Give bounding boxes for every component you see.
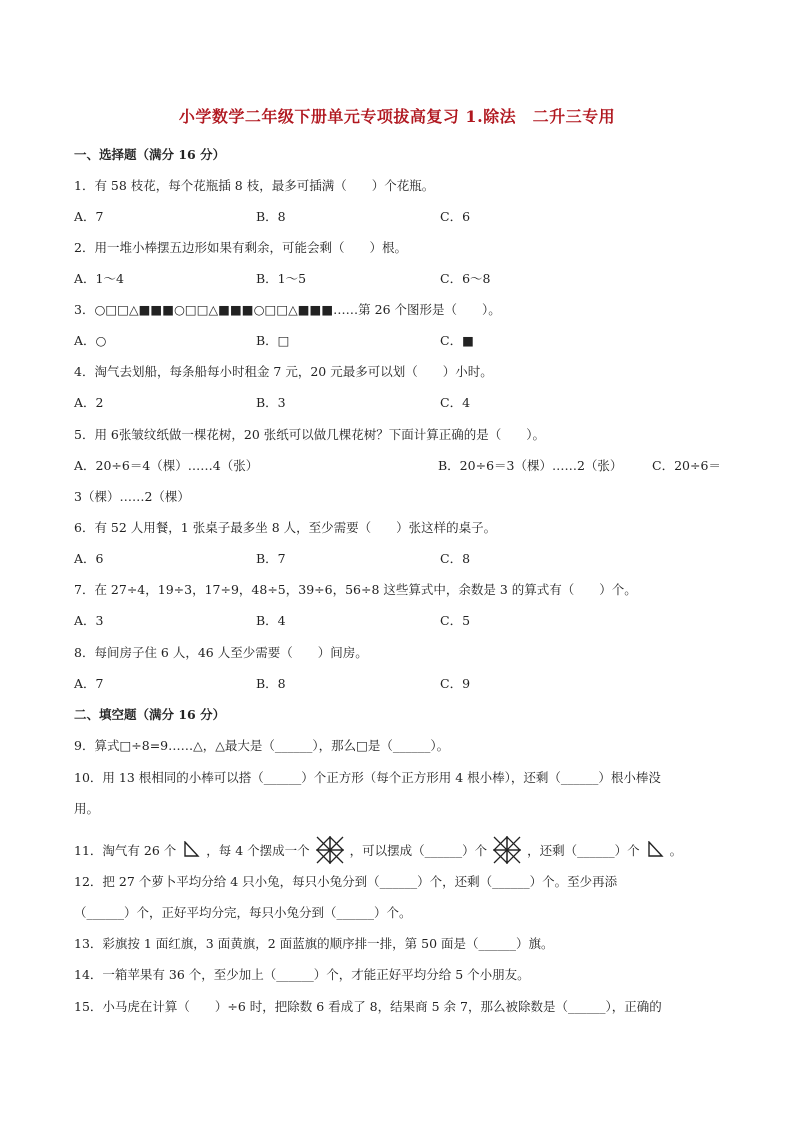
option-a: A．2 <box>74 395 104 410</box>
option-b: B．3 <box>256 395 286 410</box>
question-11 <box>74 836 682 864</box>
right-triangle-icon <box>182 841 200 857</box>
question-12: 12．把 27 个萝卜平均分给 4 只小兔，每只小兔分到（______）个，还剩（______）个。至少再添 <box>74 874 618 889</box>
question-9: 9．算式□÷8=9……△，△最大是（______），那么□是（______）。 <box>74 738 450 753</box>
question-5-option-c-continued: 3（棵）……2（棵） <box>74 489 190 504</box>
page-title: 小学数学二年级下册单元专项拔高复习 1.除法 二升三专用 <box>178 107 616 126</box>
option-a: A．20÷6＝4（棵）……4（张） <box>74 458 259 473</box>
question-11-part-1: 11．淘气有 26 个 <box>74 843 177 858</box>
option-a: A．○ <box>74 333 107 348</box>
pinwheel-icon <box>316 836 344 864</box>
option-c: C．4 <box>440 395 471 410</box>
question-3-prefix: 3． <box>74 302 95 317</box>
pinwheel-icon <box>493 836 521 864</box>
question-15: 15．小马虎在计算（ ）÷6 时，把除数 6 看成了 8，结果商 5 余 7，那么被除数是（______），正确的 <box>74 999 662 1014</box>
option-c: C．20÷6＝ <box>652 458 721 473</box>
question-13: 13．彩旗按 1 面红旗，3 面黄旗，2 面蓝旗的顺序排一排，第 50 面是（______）旗。 <box>74 936 554 951</box>
question-7: 7．在 27÷4，19÷3，17÷9，48÷5，39÷6，56÷8 这些算式中，余数是 3 的算式有（ ）个。 <box>74 582 637 597</box>
option-a: A．3 <box>74 613 104 628</box>
option-c: C．6 <box>440 209 471 224</box>
option-b: B．7 <box>256 551 286 566</box>
shape-sequence: ○□□△■■■○□□△■■■○□□△■■■ <box>94 302 334 317</box>
question-11-part-4: ，还剩（______）个 <box>527 843 640 858</box>
option-b: B．8 <box>256 209 286 224</box>
option-c: C．5 <box>440 613 471 628</box>
question-1: 1．有 58 枝花，每个花瓶插 8 枝，最多可插满（ ）个花瓶。 <box>74 178 435 193</box>
option-c: C．8 <box>440 551 471 566</box>
question-2: 2．用一堆小棒摆五边形如果有剩余，可能会剩（ ）根。 <box>74 240 407 255</box>
question-5: 5．用 6张皱纹纸做一棵花树，20 张纸可以做几棵花树？下面计算正确的是（ ）。 <box>74 427 546 442</box>
option-b: B．1～5 <box>256 271 307 286</box>
option-b: B．8 <box>256 676 286 691</box>
section-fill-heading: 二、填空题（满分 16 分） <box>74 707 226 722</box>
option-c: C．9 <box>440 676 471 691</box>
question-10-continued: 用。 <box>74 801 100 816</box>
question-11-part-3: ，可以摆成（______）个 <box>349 843 488 858</box>
question-11-part-2: ，每 4 个摆成一个 <box>206 843 310 858</box>
option-c: C．■ <box>440 333 474 348</box>
question-3-suffix: ……第 26 个图形是（ ）。 <box>333 302 501 317</box>
question-11-part-5: 。 <box>669 843 683 858</box>
question-3 <box>74 302 501 318</box>
option-a: A．6 <box>74 551 104 566</box>
question-12-continued: （______）个，正好平均分完，每只小兔分到（______）个。 <box>74 905 412 920</box>
question-6: 6．有 52 人用餐，1 张桌子最多坐 8 人，至少需要（ ）张这样的桌子。 <box>74 520 497 535</box>
question-14: 14．一箱苹果有 36 个，至少加上（______）个，才能正好平均分给 5 个小朋友。 <box>74 967 530 982</box>
option-c: C．6～8 <box>440 271 491 286</box>
option-a: A．7 <box>74 676 104 691</box>
question-4: 4．淘气去划船，每条船每小时租金 7 元，20 元最多可以划（ ）小时。 <box>74 364 493 379</box>
question-10: 10．用 13 根相同的小棒可以搭（______）个正方形（每个正方形用 4 根小棒），还剩（______）根小棒没 <box>74 770 661 785</box>
option-a: A．1～4 <box>74 271 124 286</box>
option-b: B．20÷6＝3（棵）……2（张） <box>438 458 623 473</box>
right-triangle-icon <box>646 841 664 857</box>
question-8: 8．每间房子住 6 人，46 人至少需要（ ）间房。 <box>74 645 368 660</box>
option-b: B．□ <box>256 333 290 348</box>
section-choice-heading: 一、选择题（满分 16 分） <box>74 147 226 162</box>
option-b: B．4 <box>256 613 286 628</box>
option-a: A．7 <box>74 209 104 224</box>
